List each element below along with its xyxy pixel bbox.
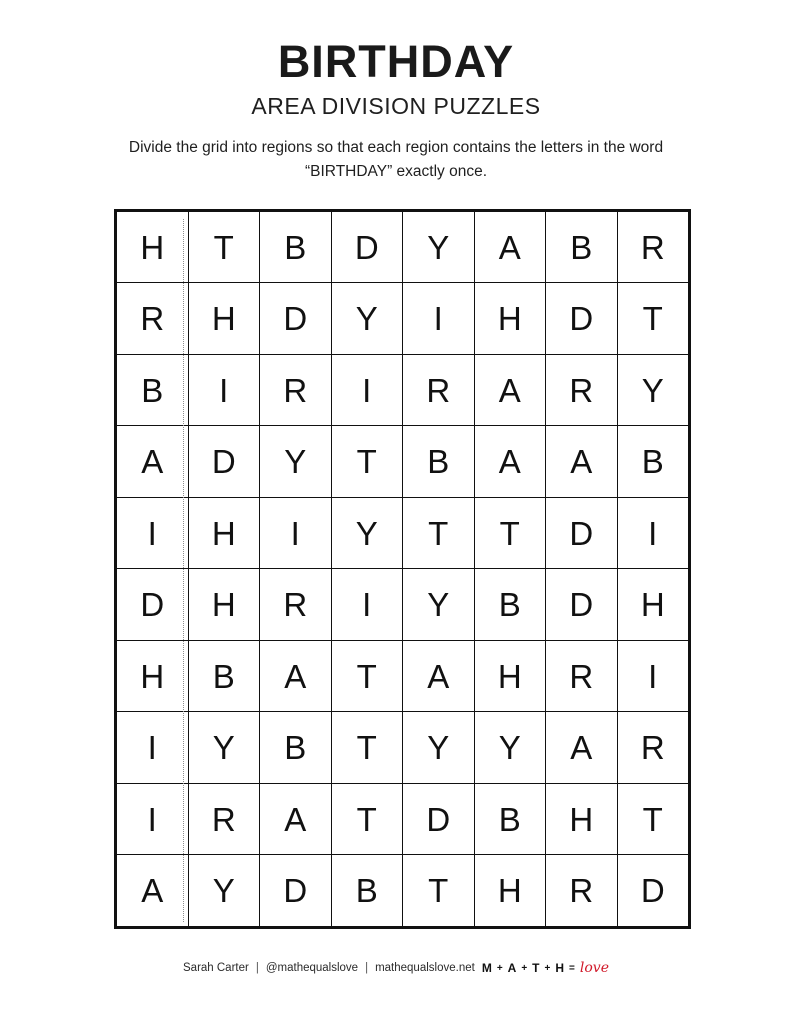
page-subtitle: AREA DIVISION PUZZLES	[251, 93, 541, 120]
grid-cell[interactable]: Y	[188, 712, 260, 784]
grid-cell[interactable]: D	[116, 569, 189, 641]
grid-cell[interactable]: H	[188, 497, 260, 569]
equals-icon: =	[569, 962, 576, 974]
grid-cell[interactable]: B	[546, 210, 618, 283]
brand-letter-h: H	[555, 961, 566, 975]
grid-cell[interactable]: T	[403, 497, 475, 569]
grid-row	[116, 210, 690, 283]
grid-cell[interactable]: A	[260, 640, 332, 712]
grid-cell[interactable]: R	[617, 712, 690, 784]
grid-cell[interactable]: A	[116, 855, 189, 928]
grid-cell[interactable]: I	[617, 640, 690, 712]
grid-cell[interactable]: A	[546, 712, 618, 784]
grid-cell[interactable]: B	[331, 855, 403, 928]
grid-cell[interactable]: D	[403, 783, 475, 855]
grid-cell[interactable]: D	[331, 210, 403, 283]
grid-cell[interactable]: H	[116, 210, 189, 283]
puzzle-grid[interactable]	[114, 209, 691, 929]
footer-handle: @mathequalslove	[265, 962, 359, 974]
grid-cell[interactable]: R	[617, 210, 690, 283]
grid-cell[interactable]: A	[260, 783, 332, 855]
footer-author: Sarah Carter	[183, 962, 249, 974]
page-title: BIRTHDAY	[277, 36, 515, 87]
grid-cell[interactable]: B	[617, 426, 690, 498]
grid-cell[interactable]: R	[403, 354, 475, 426]
grid-cell[interactable]: Y	[331, 497, 403, 569]
grid-cell[interactable]: T	[617, 283, 690, 355]
grid-cell[interactable]: Y	[403, 712, 475, 784]
grid-cell[interactable]: B	[474, 783, 546, 855]
grid-cell[interactable]: Y	[188, 855, 260, 928]
grid-cell[interactable]: I	[260, 497, 332, 569]
grid-row	[116, 426, 690, 498]
brand-love-script: love	[579, 960, 609, 976]
grid-cell[interactable]: D	[260, 855, 332, 928]
grid-cell[interactable]: H	[546, 783, 618, 855]
brand-letter-t: T	[532, 961, 541, 975]
grid-cell[interactable]: H	[116, 640, 189, 712]
grid-cell[interactable]: Y	[260, 426, 332, 498]
grid-cell[interactable]: R	[188, 783, 260, 855]
grid-cell[interactable]: B	[188, 640, 260, 712]
grid-cell[interactable]: A	[116, 426, 189, 498]
grid-cell[interactable]: Y	[403, 210, 475, 283]
grid-cell[interactable]: Y	[331, 283, 403, 355]
grid-cell[interactable]: H	[617, 569, 690, 641]
grid-cell[interactable]: H	[188, 283, 260, 355]
grid-cell[interactable]: I	[403, 283, 475, 355]
grid-cell[interactable]: T	[188, 210, 260, 283]
grid-cell[interactable]: I	[116, 783, 189, 855]
grid-cell[interactable]: A	[474, 354, 546, 426]
grid-row	[116, 354, 690, 426]
grid-cell[interactable]: B	[260, 210, 332, 283]
brand-logo	[482, 960, 609, 976]
brand-letter-m: M	[481, 961, 493, 975]
grid-row	[116, 783, 690, 855]
grid-cell[interactable]: H	[188, 569, 260, 641]
grid-cell[interactable]: A	[474, 210, 546, 283]
grid-cell[interactable]: H	[474, 640, 546, 712]
grid-row	[116, 855, 690, 928]
grid-cell[interactable]: R	[260, 354, 332, 426]
grid-cell[interactable]: A	[546, 426, 618, 498]
plus-icon: +	[521, 962, 529, 974]
grid-cell[interactable]: B	[116, 354, 189, 426]
grid-cell[interactable]: H	[474, 855, 546, 928]
grid-cell[interactable]: D	[188, 426, 260, 498]
grid-cell[interactable]: R	[546, 354, 618, 426]
grid-cell[interactable]: R	[546, 640, 618, 712]
plus-icon: +	[496, 962, 504, 974]
grid-cell[interactable]: D	[546, 569, 618, 641]
grid-cell[interactable]: D	[617, 855, 690, 928]
grid-cell[interactable]: T	[403, 855, 475, 928]
footer-site: mathequalslove.net	[375, 962, 475, 974]
grid-row	[116, 497, 690, 569]
grid-cell[interactable]: Y	[474, 712, 546, 784]
grid-cell[interactable]: I	[188, 354, 260, 426]
fold-line	[183, 219, 184, 922]
grid-cell[interactable]: Y	[617, 354, 690, 426]
grid-cell[interactable]: A	[403, 640, 475, 712]
grid-cell[interactable]: T	[331, 712, 403, 784]
grid-cell[interactable]: T	[617, 783, 690, 855]
footer	[0, 960, 792, 976]
grid-cell[interactable]: T	[331, 640, 403, 712]
grid-row	[116, 712, 690, 784]
grid-cell[interactable]: T	[331, 426, 403, 498]
instructions-text: Divide the grid into regions so that each region contains the letters in the word “BIRTHDAY” exactly once.	[128, 139, 664, 180]
grid-cell[interactable]: R	[546, 855, 618, 928]
grid-cell[interactable]: B	[403, 426, 475, 498]
grid-cell[interactable]: D	[546, 283, 618, 355]
plus-icon: +	[544, 962, 552, 974]
grid-cell[interactable]: B	[260, 712, 332, 784]
grid-row	[116, 283, 690, 355]
grid-cell[interactable]: D	[260, 283, 332, 355]
grid-cell[interactable]: B	[474, 569, 546, 641]
brand-letter-a: A	[507, 961, 518, 975]
grid-cell[interactable]: I	[331, 354, 403, 426]
grid-cell[interactable]: R	[116, 283, 189, 355]
grid-row	[116, 569, 690, 641]
grid-cell[interactable]: T	[331, 783, 403, 855]
grid-cell[interactable]: I	[617, 497, 690, 569]
grid-cell[interactable]: I	[116, 712, 189, 784]
grid-cell[interactable]: H	[474, 283, 546, 355]
footer-separator: |	[255, 962, 259, 974]
grid-cell[interactable]: R	[260, 569, 332, 641]
footer-separator: |	[365, 962, 369, 974]
grid-cell[interactable]: I	[331, 569, 403, 641]
puzzle-grid-container	[114, 209, 678, 929]
grid-cell[interactable]: T	[474, 497, 546, 569]
grid-cell[interactable]: I	[116, 497, 189, 569]
grid-row	[116, 640, 690, 712]
grid-cell[interactable]: Y	[403, 569, 475, 641]
grid-cell[interactable]: D	[546, 497, 618, 569]
grid-cell[interactable]: A	[474, 426, 546, 498]
